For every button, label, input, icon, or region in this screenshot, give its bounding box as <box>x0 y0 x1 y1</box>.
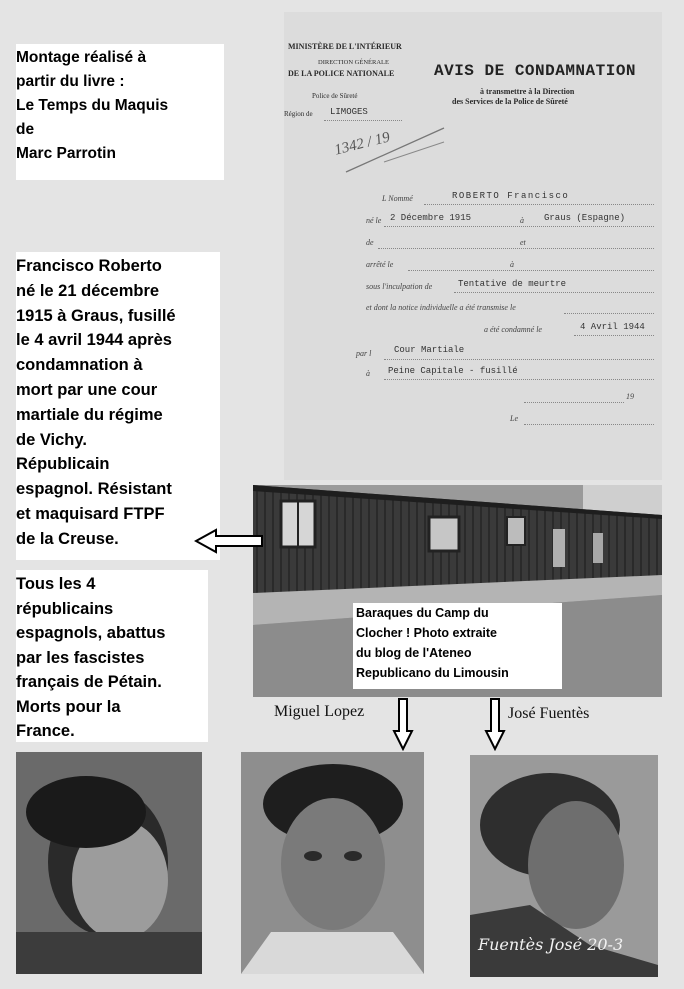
doc-title: AVIS DE CONDAMNATION <box>434 62 637 80</box>
doc-charge-value: Tentative de meurtre <box>458 279 567 289</box>
doc-charge-label: sous l'inculpation de <box>366 282 433 291</box>
doc-name-value: ROBERTO Francisco <box>452 191 570 201</box>
roberto-line-4: le 4 avril 1944 après <box>16 331 172 350</box>
roberto-line-11: et maquisard FTPF <box>16 504 165 523</box>
doc-sentence-value: Peine Capitale - fusillé <box>388 366 518 376</box>
doc-court-label: par l <box>356 349 372 358</box>
doc-region-label: Région de <box>284 110 313 118</box>
roberto-line-9: Républicain <box>16 455 110 474</box>
intro-line-5: Marc Parrotin <box>16 145 116 162</box>
roberto-line-7: martiale du régime <box>16 405 163 424</box>
roberto-line-6: mort par une cour <box>16 380 158 399</box>
arrow-down-icon <box>392 697 414 751</box>
doc-direction: DIRECTION GÉNÉRALE <box>318 59 389 66</box>
roberto-line-5: condamnation à <box>16 356 143 375</box>
doc-region-value: LIMOGES <box>330 107 368 117</box>
roberto-line-2: né le 21 décembre <box>16 281 160 300</box>
doc-born-place-label: à <box>520 216 524 225</box>
republicans-line-6: Morts pour la <box>16 697 121 716</box>
republicans-line-5: français de Pétain. <box>16 673 162 691</box>
republicans-line-1: Tous les 4 <box>16 575 96 593</box>
doc-born-value: 2 Décembre 1915 <box>390 213 472 223</box>
roberto-line-8: de Vichy. <box>16 430 87 449</box>
roberto-line-1: Francisco Roberto <box>16 257 162 275</box>
intro-line-2: partir du livre : <box>16 73 125 90</box>
doc-born-place-value: Graus (Espagne) <box>544 213 626 223</box>
doc-ministry: MINISTÈRE DE L'INTÉRIEUR <box>288 42 402 51</box>
doc-subtitle-1: à transmettre à la Direction <box>480 87 575 96</box>
doc-parents-and: et <box>520 238 526 247</box>
doc-condemned-label: a été condamné le <box>484 325 542 334</box>
camp-barracks-photo <box>253 485 662 697</box>
doc-notice-label: et dont la notice individuelle a été transmise le <box>366 303 516 312</box>
portrait-label-lopez: Miguel Lopez <box>274 703 365 720</box>
arrow-down-icon <box>484 697 506 751</box>
portrait-fuentes <box>470 755 658 977</box>
republicans-line-3: espagnols, abattus <box>16 624 166 642</box>
barracks-caption-line-2: Clocher ! Photo extraite <box>356 626 497 640</box>
doc-surete: Police de Sûreté <box>312 92 358 100</box>
intro-note <box>16 44 224 180</box>
portrait-lopez <box>241 752 424 974</box>
doc-sentence-label: à <box>366 369 370 378</box>
intro-line-4: de <box>16 121 35 138</box>
republicans-line-7: France. <box>16 722 75 740</box>
doc-parents-label: de <box>366 238 374 247</box>
intro-line-1: Montage réalisé à <box>16 49 147 66</box>
doc-arrested-label: arrêté le <box>366 260 394 269</box>
barracks-caption-line-3: du blog de l'Ateneo <box>356 646 472 660</box>
handwritten-strokes-icon <box>344 122 454 182</box>
portrait-label-fuentes: José Fuentès <box>508 705 590 722</box>
doc-born-label: né le <box>366 216 382 225</box>
doc-footer-le: Le <box>510 414 518 423</box>
republicans-line-4: par les fascistes <box>16 648 145 667</box>
roberto-line-10: espagnol. Résistant <box>16 480 172 499</box>
doc-court-value: Cour Martiale <box>394 345 465 355</box>
arrow-left-icon <box>194 528 266 554</box>
doc-arrested-at: à <box>510 260 514 269</box>
roberto-biography-note <box>16 252 220 560</box>
republicans-note <box>16 570 208 742</box>
doc-name-label: L Nommé <box>382 194 413 203</box>
republicans-line-2: républicains <box>16 599 114 618</box>
doc-subtitle-2: des Services de la Police de Sûreté <box>452 97 568 106</box>
doc-footer-year: 19 <box>626 392 634 401</box>
doc-police: DE LA POLICE NATIONALE <box>288 69 395 78</box>
barracks-caption-line-4: Republicano du Limousin <box>356 666 509 680</box>
roberto-line-12: de la Creuse. <box>16 529 119 548</box>
intro-line-3: Le Temps du Maquis <box>16 97 169 114</box>
barracks-caption <box>353 603 562 689</box>
barracks-caption-line-1: Baraques du Camp du <box>356 606 489 620</box>
doc-condemned-value: 4 Avril 1944 <box>580 322 645 332</box>
condemnation-notice-document <box>284 12 662 480</box>
photo-inscription: Fuentès José 20-3 <box>478 935 624 954</box>
portrait-profile-left <box>16 752 202 974</box>
doc-handwritten-number: 1342 / 19 <box>332 129 392 159</box>
roberto-line-3: 1915 à Graus, fusillé <box>16 306 176 325</box>
